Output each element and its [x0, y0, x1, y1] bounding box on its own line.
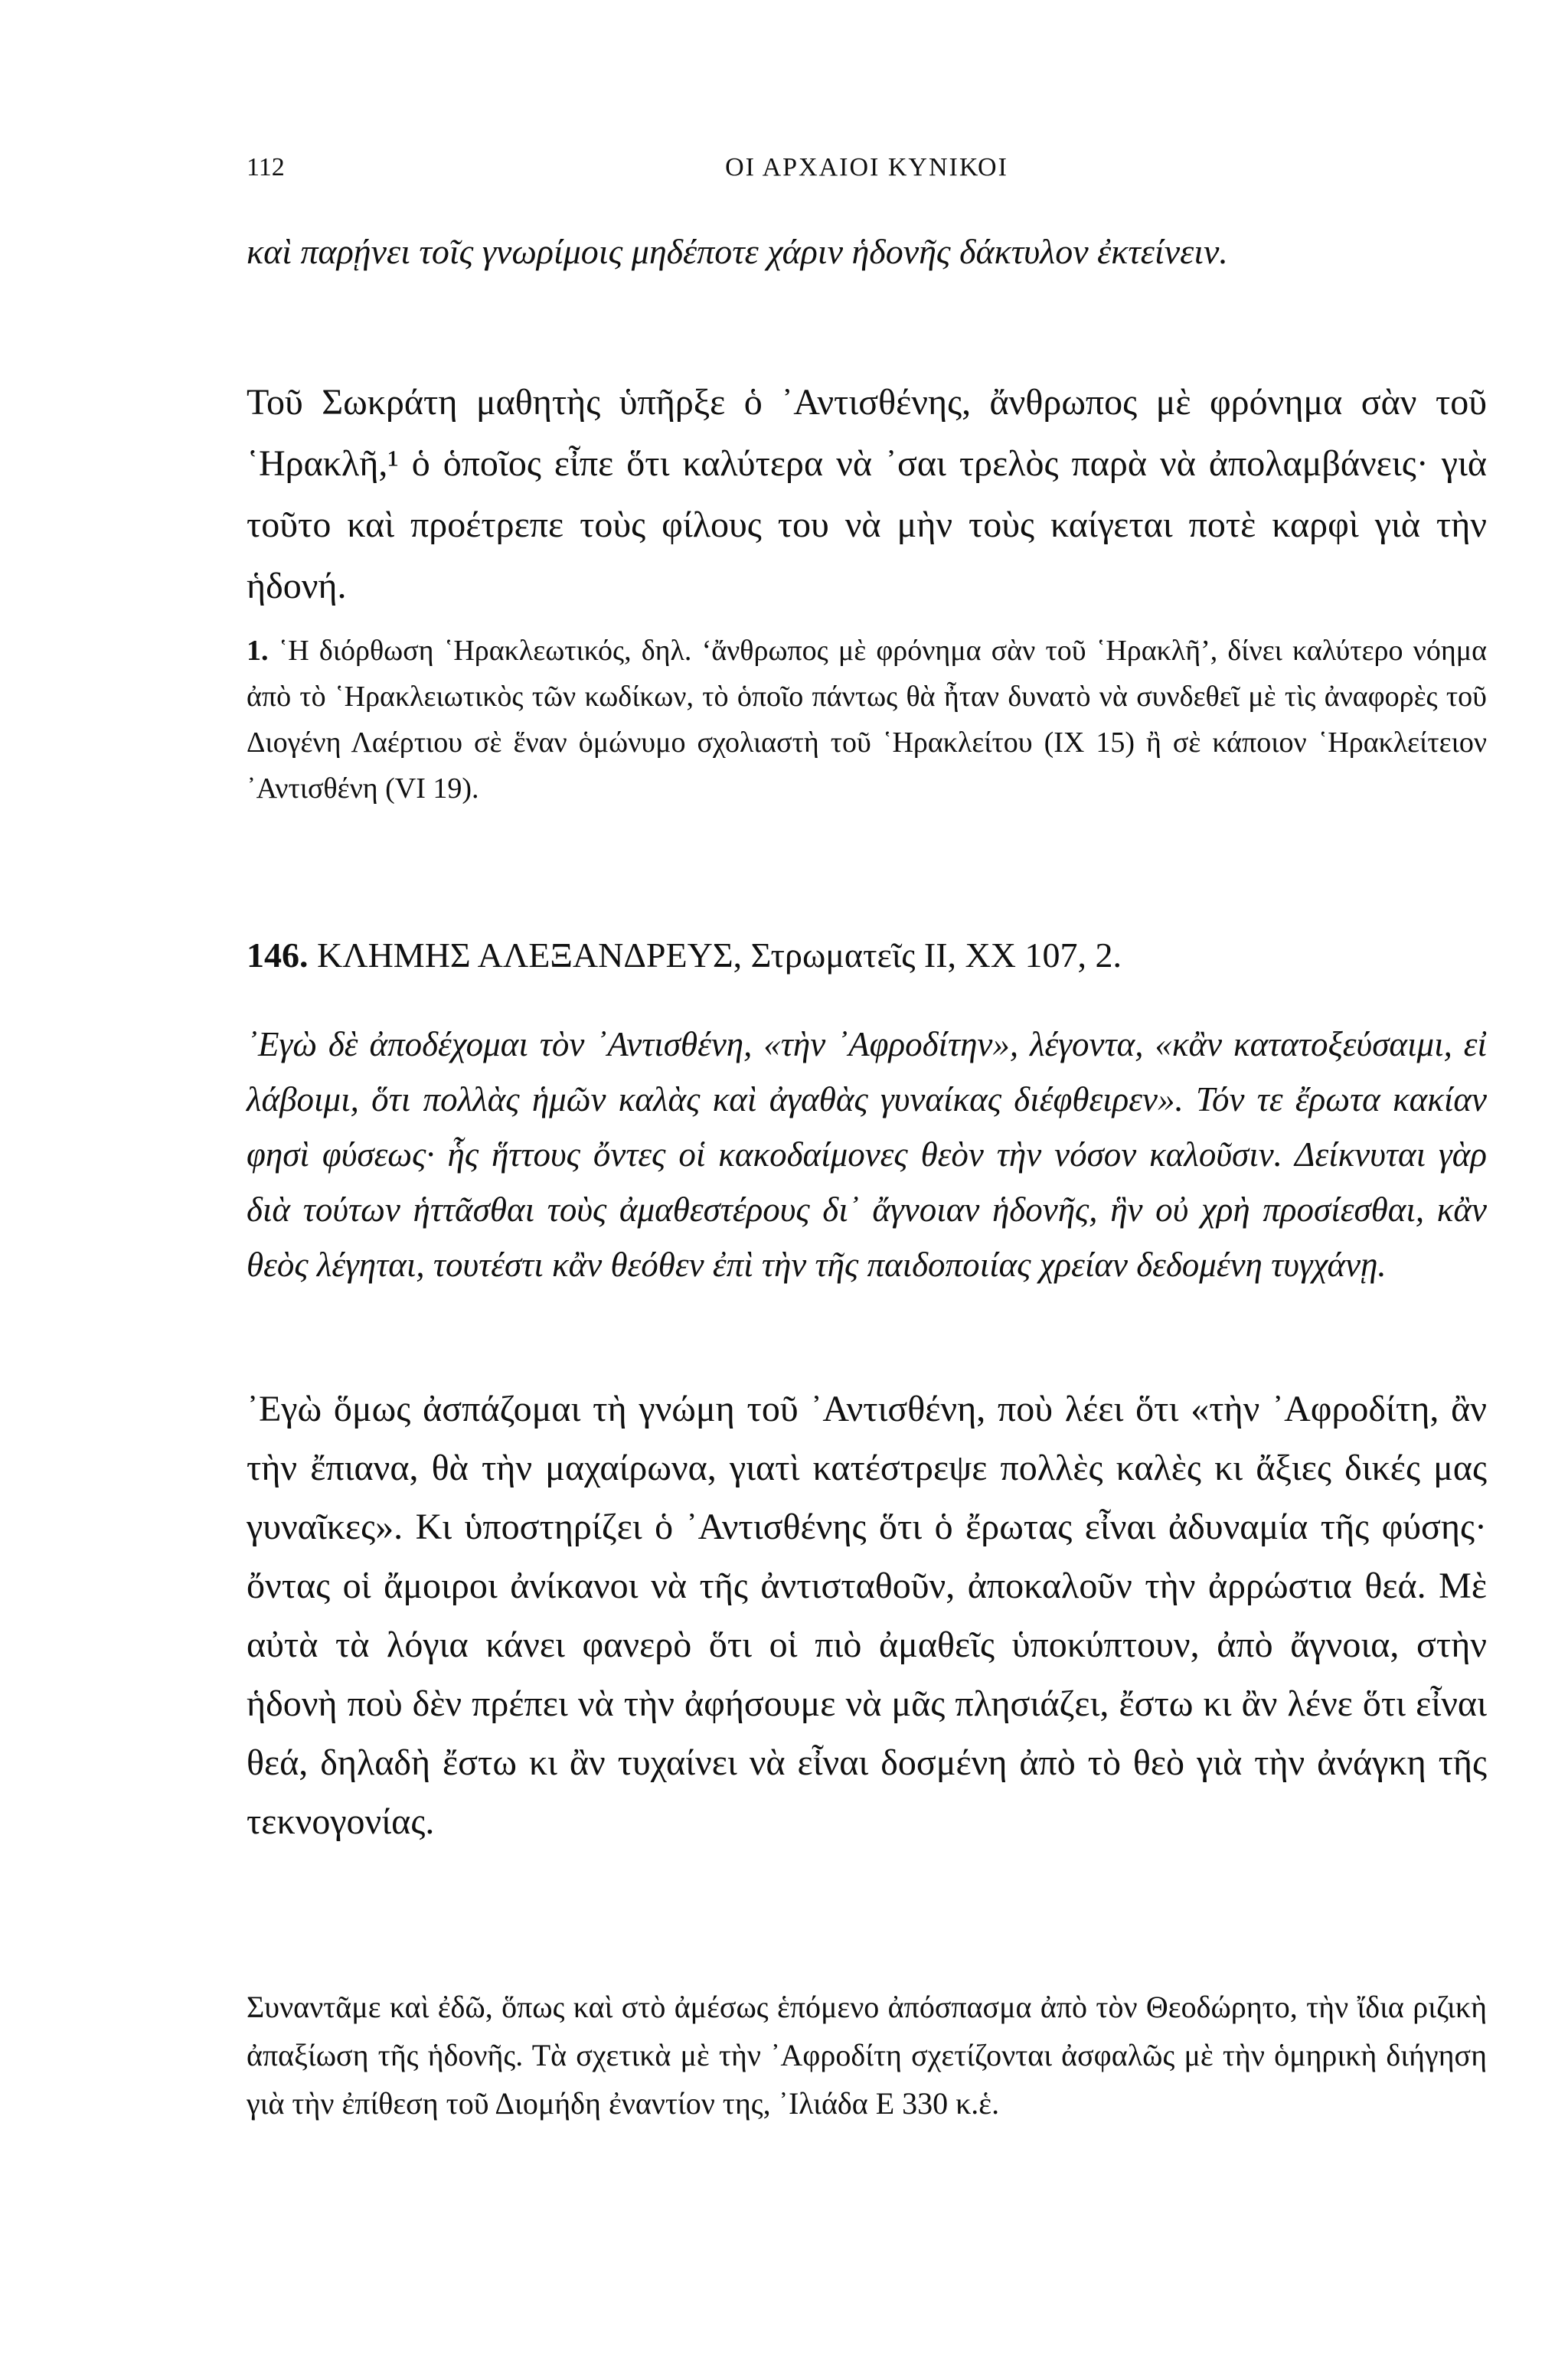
translation-paragraph-1: Τοῦ Σωκράτη μαθητὴς ὑπῆρξε ὁ ᾿Αντισθένης, ἄνθρωπος μὲ φρόνημα σὰν τοῦ ῾Ηρακλῆ,¹ ὁ ὁποῖος εἶπε ὅτι καλύτερα νὰ ᾿σαι τρελὸς παρὰ νὰ ἀπολαμβάνεις· γιὰ τοῦτο καὶ προέτρεπε τοὺς φίλους του νὰ μὴν τοὺς καίγεται ποτὲ καρφὶ γιὰ τὴν ἡδονή. — [247, 382, 1487, 606]
page-number: 112 — [247, 153, 285, 181]
greek-quote-intro: καὶ παρῄνει τοῖς γνωρίμοις μηδέποτε χάριν ἡδονῆς δάκτυλον ἐκτείνειν. — [247, 232, 1228, 271]
footnote — [247, 628, 1487, 811]
running-header — [247, 153, 1487, 191]
section-title: ΚΛΗΜΗΣ ΑΛΕΞΑΝΔΡΕΥΣ, Στρωματεῖς II, XX 107, 2. — [308, 936, 1122, 975]
running-title: ΟΙ ΑΡΧΑΙΟΙ ΚΥΝΙΚΟΙ — [725, 153, 1008, 181]
greek-quote-main: ᾿Εγὼ δὲ ἀποδέχομαι τὸν ᾿Αντισθένη, «τὴν ᾿Αφροδίτην», λέγοντα, «κἂν κατατοξεύσαιμι, εἰ λάβοιμι, ὅτι πολλὰς ἡμῶν καλὰς καὶ ἀγαθὰς γυναίκας διέφθειρεν». Τόν τε ἔρωτα κακίαν φησὶ φύσεως· ἧς ἥττους ὄντες οἱ κακοδαίμονες θεὸν τὴν νόσον καλοῦσιν. Δείκνυται γὰρ διὰ τούτων ἡττᾶσθαι τοὺς ἀμαθεστέρους δι᾿ ἄγνοιαν ἡδονῆς, ἣν οὐ χρὴ προσίεσθαι, κἂν θεὸς λέγηται, τουτέστι κἂν θεόθεν ἐπὶ τὴν τῆς παιδοποιίας χρείαν δεδομένη τυγχάνῃ. — [247, 1025, 1487, 1284]
section-number: 146. — [247, 936, 309, 975]
commentary-note: Συναντᾶμε καὶ ἐδῶ, ὅπως καὶ στὸ ἀμέσως ἑπόμενο ἀπόσπασμα ἀπὸ τὸν Θεοδώρητο, τὴν ἴδια ριζικὴ ἀπαξίωση τῆς ἡδονῆς. Τὰ σχετικὰ μὲ τὴν ᾿Αφροδίτη σχετίζονται ἀσφαλῶς μὲ τὴν ὁμηρικὴ διήγηση γιὰ τὴν ἐπίθεση τοῦ Διομήδη ἐναντίον της, ᾿Ιλιάδα Ε 330 κ.ἑ. — [247, 1990, 1487, 2121]
footnote-number: 1. — [247, 635, 269, 667]
section-heading — [247, 932, 1487, 978]
translation-paragraph-2: ᾿Εγὼ ὅμως ἀσπάζομαι τὴ γνώμη τοῦ ᾿Αντισθένη, ποὺ λέει ὅτι «τὴν ᾿Αφροδίτη, ἂν τὴν ἔπιανα, θὰ τὴν μαχαίρωνα, γιατὶ κατέστρεψε πολλὲς καλὲς κι ἄξιες δικές μας γυναῖκες». Κι ὑποστηρίζει ὁ ᾿Αντισθένης ὅτι ὁ ἔρωτας εἶναι ἀδυναμία τῆς φύσης· ὄντας οἱ ἄμοιροι ἀνίκανοι νὰ τῆς ἀντισταθοῦν, ἀποκαλοῦν τὴν ἀρρώστια θεά. Μὲ αὐτὰ τὰ λόγια κάνει φανερὸ ὅτι οἱ πιὸ ἀμαθεῖς ὑποκύπτουν, ἀπὸ ἄγνοια, στὴν ἡδονὴ ποὺ δὲν πρέπει νὰ τὴν ἀφήσουμε νὰ μᾶς πλησιάζει, ἔστω κι ἂν λένε ὅτι εἶναι θεά, δηλαδὴ ἔστω κι ἂν τυχαίνει νὰ εἶναι δοσμένη ἀπὸ τὸ θεὸ γιὰ τὴν ἀνάγκη τῆς τεκνογονίας. — [247, 1389, 1487, 1842]
footnote-text: ῾Η διόρθωση ῾Ηρακλεωτικός, δηλ. ‘ἄνθρωπος μὲ φρόνημα σὰν τοῦ ῾Ηρακλῆ’, δίνει καλύτερο νόημα ἀπὸ τὸ ῾Ηρακλειωτικὸς τῶν κωδίκων, τὸ ὁποῖο πάντως θὰ ἦταν δυνατὸ νὰ συνδεθεῖ μὲ τὶς ἀναφορὲς τοῦ Διογένη Λαέρτιου σὲ ἕναν ὁμώνυμο σχολιαστὴ τοῦ ῾Ηρακλείτου (IX 15) ἢ σὲ κάποιον ῾Ηρακλείτειον ᾿Αντισθένη (VI 19). — [247, 635, 1487, 805]
